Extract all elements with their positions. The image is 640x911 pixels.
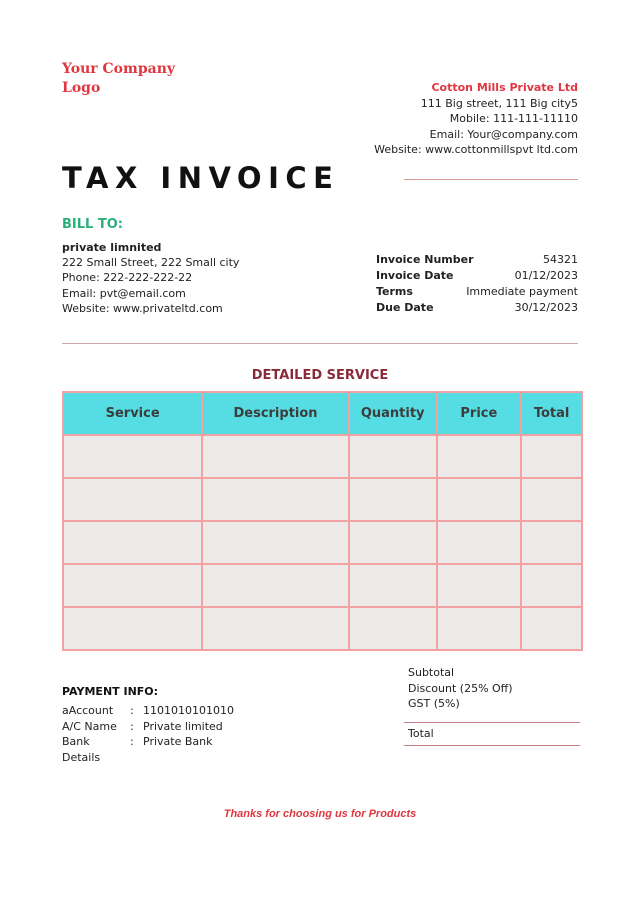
company-mobile: Mobile: 111-111-11110 (449, 112, 578, 125)
company-info (374, 80, 578, 158)
meta-label: Terms (376, 285, 413, 298)
detailed-service-title: DETAILED SERVICE (251, 368, 389, 383)
company-address: 111 Big street, 111 Big city5 (420, 96, 578, 110)
table-cell (521, 521, 582, 564)
thanks-message: Thanks for choosing us for Products (223, 808, 417, 820)
payment-key: Bank Details (62, 735, 101, 764)
table-cell (437, 607, 522, 650)
company-email: Email: Your@company.com (429, 127, 578, 141)
table-cell (63, 478, 202, 521)
table-cell (521, 607, 582, 650)
table-row (63, 435, 582, 478)
table-cell (521, 478, 582, 521)
meta-value: 01/12/2023 (514, 269, 578, 282)
totals-divider-bottom (404, 745, 580, 746)
discount-label: Discount (25% Off) (408, 681, 513, 695)
table-cell (63, 435, 202, 478)
table-cell (437, 564, 522, 607)
meta-value: Immediate payment (466, 285, 578, 298)
table-cell (63, 564, 202, 607)
logo-line-2: Logo (62, 80, 101, 96)
payment-separator: : (130, 719, 134, 733)
payment-value: 1101010101010 (143, 704, 234, 717)
table-cell (521, 564, 582, 607)
logo-line-1: Your Company (62, 61, 176, 77)
table-row (63, 478, 582, 521)
column-header-price: Price (437, 392, 522, 435)
section-divider (62, 343, 578, 344)
subtotal-label: Subtotal (408, 666, 455, 679)
table-cell (437, 478, 522, 521)
table-cell (202, 564, 348, 607)
payment-info-label: PAYMENT INFO: (62, 685, 159, 698)
company-name: Cotton Mills Private Ltd (431, 81, 578, 94)
table-cell (349, 478, 437, 521)
meta-value: 54321 (543, 253, 578, 266)
table-cell (349, 607, 437, 650)
payment-row-ac-name (62, 719, 234, 735)
title-divider (404, 179, 578, 180)
table-row (63, 521, 582, 564)
payment-info (62, 703, 234, 765)
invoice-title: TAX INVOICE (62, 161, 340, 195)
payment-row-account (62, 703, 234, 719)
column-header-service: Service (63, 392, 202, 435)
table-header-row (63, 392, 582, 435)
total-label: Total (408, 727, 434, 740)
table-row (63, 607, 582, 650)
table-cell (202, 435, 348, 478)
table-cell (349, 435, 437, 478)
table-cell (349, 521, 437, 564)
column-header-total: Total (521, 392, 582, 435)
bill-to-name: private limnited (62, 241, 162, 254)
gst-label: GST (5%) (408, 697, 460, 710)
bill-to-label: BILL TO: (62, 217, 123, 232)
payment-separator: : (130, 704, 134, 717)
payment-separator: : (130, 735, 134, 748)
meta-value: 30/12/2023 (514, 301, 578, 314)
table-cell (202, 521, 348, 564)
table-cell (349, 564, 437, 607)
payment-value: Private limited (143, 719, 223, 733)
column-header-quantity: Quantity (349, 392, 437, 435)
meta-label: Invoice Date (376, 269, 454, 282)
company-logo (62, 60, 202, 98)
table-cell (521, 435, 582, 478)
payment-key: aAccount (62, 704, 114, 717)
bill-to-phone: Phone: 222-222-222-22 (62, 271, 193, 285)
bill-to-details (62, 240, 239, 316)
bill-to-email: Email: pvt@email.com (62, 286, 186, 300)
totals-divider-top (404, 722, 580, 723)
service-table (62, 391, 583, 651)
table-cell (437, 435, 522, 478)
invoice-meta (376, 252, 578, 316)
table-cell (63, 521, 202, 564)
table-cell (202, 478, 348, 521)
meta-label: Due Date (376, 301, 434, 314)
payment-key: A/C Name (62, 719, 117, 733)
meta-row-terms (376, 284, 578, 300)
table-cell (202, 607, 348, 650)
payment-value: Private Bank (143, 735, 213, 748)
table-row (63, 564, 582, 607)
company-website: Website: www.cottonmillspvt ltd.com (374, 143, 578, 156)
meta-row-invoice-number (376, 252, 578, 268)
bill-to-website: Website: www.privateltd.com (62, 301, 223, 315)
meta-row-due-date (376, 300, 578, 316)
table-cell (437, 521, 522, 564)
meta-label: Invoice Number (376, 253, 474, 266)
payment-row-bank-details (62, 734, 234, 765)
meta-row-invoice-date (376, 268, 578, 284)
bill-to-address: 222 Small Street, 222 Small city (62, 256, 240, 270)
totals-block (408, 665, 513, 712)
column-header-description: Description (202, 392, 348, 435)
table-cell (63, 607, 202, 650)
